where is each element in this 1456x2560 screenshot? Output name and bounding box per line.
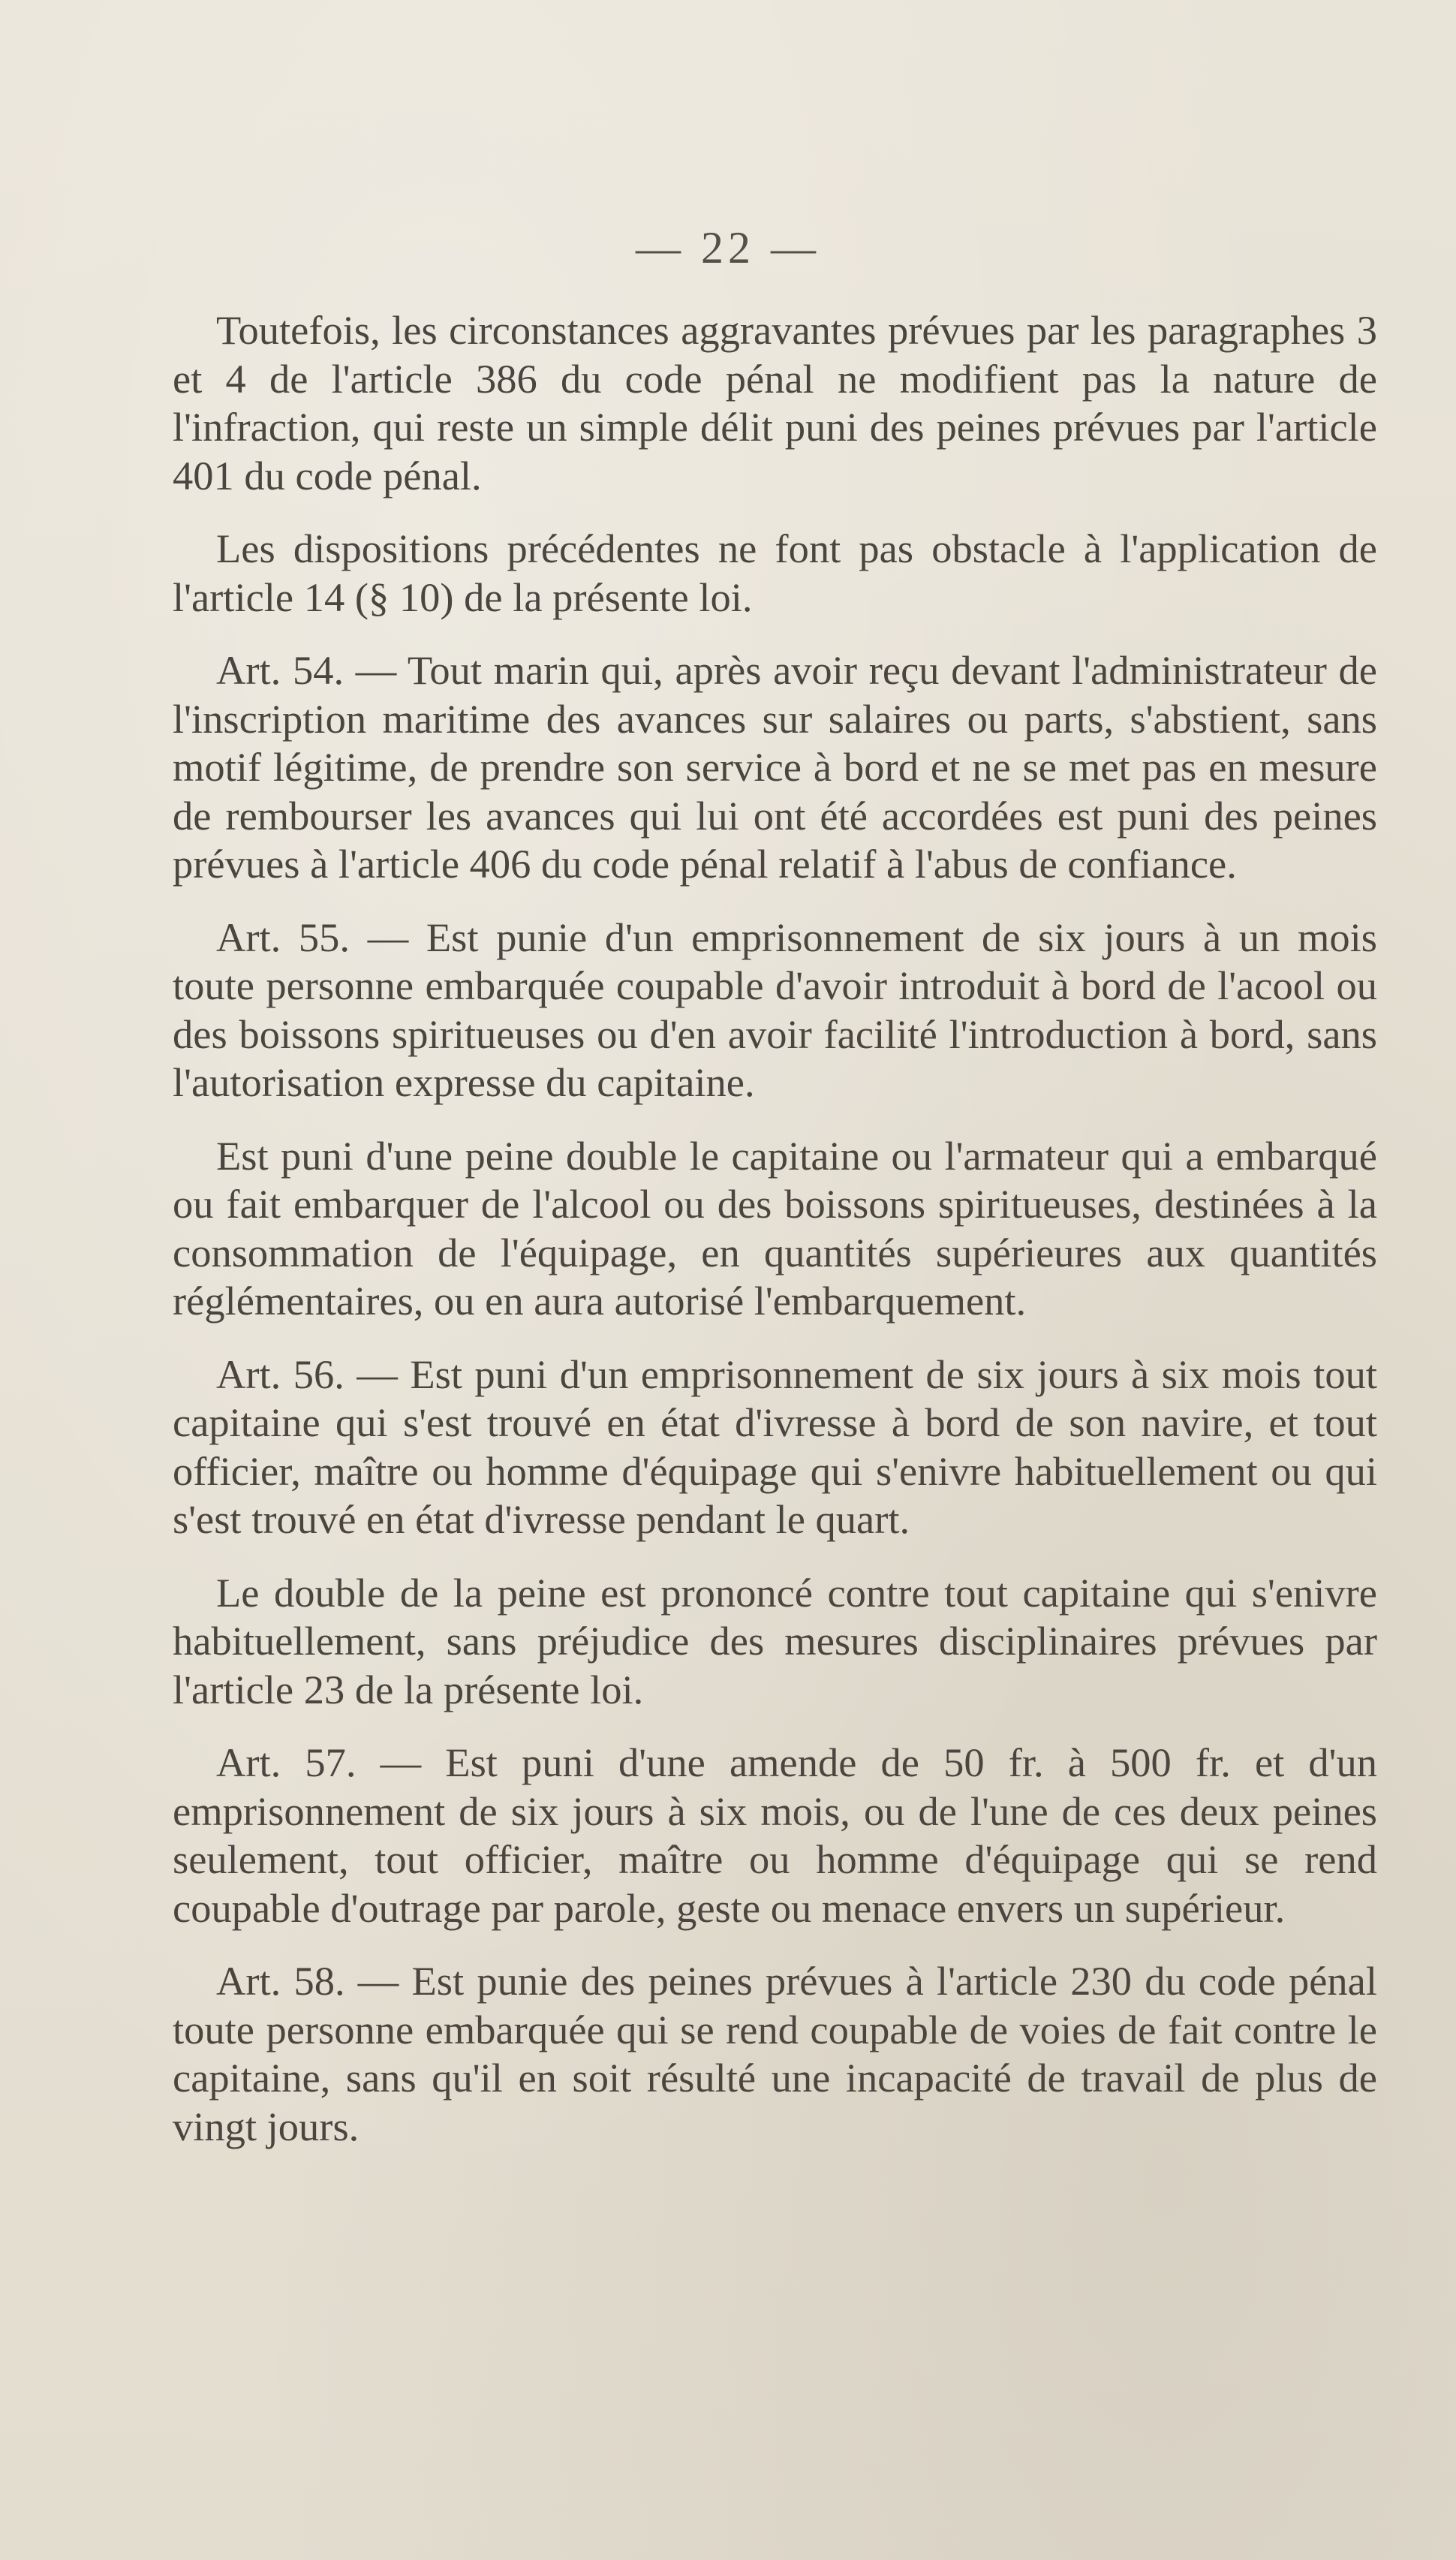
paragraph-text: Le double de la peine est prononcé contre tout capitaine qui s'enivre habituellement, sans préjudice des mesures disciplinaires prévues par l'article 23 de la présente loi. (173, 1569, 1377, 1712)
article-label: Art. 54. (216, 647, 344, 693)
article-55 (173, 914, 1377, 1107)
paragraph-text: Toutefois, les circonstances aggravantes prévues par les paragraphes 3 et 4 de l'article 386 du code pénal ne modifient pas la nature de l'infraction, qui reste un simple délit puni des peines prévues par l'article 401 du code pénal. (173, 307, 1377, 498)
article-label: Art. 57. (216, 1739, 356, 1785)
article-54 (173, 646, 1377, 889)
article-56 (173, 1351, 1377, 1544)
paragraph-double-penalty-captain (173, 1132, 1377, 1326)
article-label: Art. 55. (216, 914, 350, 960)
article-label: Art. 58. (216, 1958, 345, 2004)
article-58 (173, 1957, 1377, 2151)
paragraph-double-penalty-drunkenness (173, 1569, 1377, 1715)
article-text: — Tout marin qui, après avoir reçu devant l'administrateur de l'inscription maritime des avances sur salaires ou parts, s'abstient, sans motif légitime, de prendre son service à bord et ne se met pas en mesure de rembourser les avances qui lui ont été accordées est puni des peines prévues à l'article 406 du code pénal relatif à l'abus de confiance. (173, 647, 1377, 887)
article-57 (173, 1739, 1377, 1932)
article-text: — Est puni d'un emprisonnement de six jours à six mois tout capitaine qui s'est trouvé en état d'ivresse à bord de son navire, et tout officier, maître ou homme d'équipage qui s'enivre habituellement ou qui s'est trouvé en état d'ivresse pendant le quart. (173, 1351, 1377, 1542)
article-text: — Est puni d'une amende de 50 fr. à 500 fr. et d'un emprisonnement de six jours à six mois, ou de l'une de ces deux peines seulement, tout officier, maître ou homme d'équipage qui se rend coupable d'outrage par parole, geste ou menace envers un supérieur. (173, 1739, 1377, 1931)
article-label: Art. 56. (216, 1351, 344, 1397)
paragraph-text: Les dispositions précédentes ne font pas obstacle à l'application de l'article 14 (§ 10) de la présente loi. (173, 526, 1377, 620)
article-text: — Est punie des peines prévues à l'article 230 du code pénal toute personne embarquée qui se rend coupable de voies de fait contre le capitaine, sans qu'il en soit résulté une incapacité de travail de plus de vingt jours. (173, 1958, 1377, 2149)
paragraph-aggravating-circumstances (173, 306, 1377, 500)
page-number: — 22 — (636, 223, 820, 273)
body-text (173, 306, 1377, 2176)
paragraph-text: Est puni d'une peine double le capitaine ou l'armateur qui a embarqué ou fait embarquer de l'alcool ou des boissons spiritueuses, destinées à la consommation de l'équipage, en quantités supérieures aux quantités réglémentaires, ou en aura autorisé l'embarquement. (173, 1132, 1377, 1324)
article-text: — Est punie d'un emprisonnement de six jours à un mois toute personne embarquée coupable d'avoir introduit à bord de l'acool ou des boissons spiritueuses ou d'en avoir facilité l'introduction à bord, sans l'autorisation expresse du capitaine. (173, 914, 1377, 1105)
paragraph-dispositions (173, 525, 1377, 622)
